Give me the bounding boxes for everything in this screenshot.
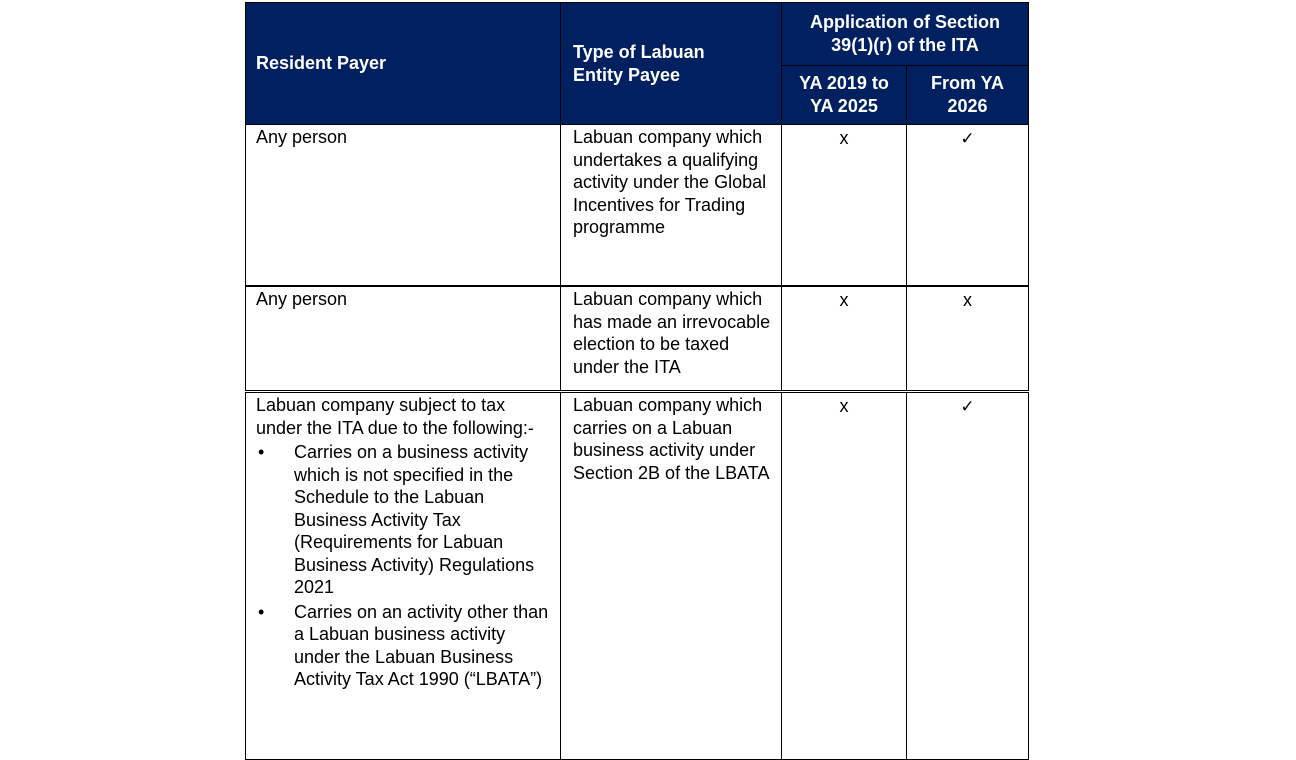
resident-payer-bullet-list	[256, 441, 552, 691]
bullet-list-item	[256, 601, 552, 691]
header-ya-2019-line2: YA 2025	[810, 96, 878, 116]
bullet-icon: •	[258, 601, 265, 622]
header-ya-2019-2025	[782, 66, 907, 125]
ya-2019-2025-cell	[782, 125, 907, 287]
cross-mark: x	[963, 290, 972, 310]
table-body	[246, 125, 1029, 760]
header-resident-payer-label: Resident Payer	[256, 53, 387, 73]
header-resident-payer	[246, 3, 561, 125]
header-entity-type-line2: Entity Payee	[573, 64, 681, 85]
bullet-icon: •	[258, 442, 265, 462]
header-application-group	[782, 3, 1029, 66]
entity-type-cell: Labuan company which has made an irrevocable election to be taxed under the ITA	[561, 286, 782, 392]
ya-2026-cell	[907, 392, 1029, 760]
header-ya-2019-line1: YA 2019 to	[799, 73, 889, 93]
resident-payer-cell	[246, 392, 561, 760]
header-entity-type-line1: Type of Labuan	[573, 41, 705, 62]
header-entity-type	[561, 3, 782, 125]
table-row	[246, 125, 1029, 287]
resident-payer-cell: Any person	[246, 125, 561, 287]
cross-mark: x	[839, 396, 849, 416]
resident-payer-cell: Any person	[246, 286, 561, 392]
bullet-text: Carries on an activity other than a Labuan business activity under the Labuan Business Activity Tax Act 1990 (“LBATA”)	[294, 601, 549, 689]
ya-2026-cell	[907, 286, 1029, 392]
header-ya-2026	[907, 66, 1029, 125]
table-row	[246, 392, 1029, 760]
header-application-line2: 39(1)(r) of the ITA	[831, 35, 979, 55]
entity-type-cell: Labuan company which undertakes a qualifying activity under the Global Incentives for Trading programme	[561, 125, 782, 287]
header-ya-2026-line1: From YA	[930, 73, 1005, 93]
resident-payer-intro: Labuan company subject to tax under the ITA due to the following:-	[256, 395, 534, 438]
cross-mark: x	[839, 290, 849, 310]
header-ya-2026-line2: 2026	[947, 96, 988, 116]
ya-2019-2025-cell	[782, 286, 907, 392]
table-row	[246, 286, 1029, 392]
cross-mark: x	[839, 128, 849, 148]
entity-type-cell: Labuan company which carries on a Labuan business activity under Section 2B of the LBATA	[561, 392, 782, 760]
header-application-line1: Application of Section	[810, 12, 1001, 32]
ya-2026-cell	[907, 125, 1029, 287]
section-39-application-table	[245, 2, 1029, 760]
ya-2019-2025-cell	[782, 392, 907, 760]
check-mark-icon: ✓	[960, 129, 975, 149]
table-header	[246, 3, 1029, 125]
bullet-list-item	[256, 441, 552, 599]
check-mark-icon: ✓	[960, 397, 975, 417]
bullet-text: Carries on a business activity which is not specified in the Schedule to the Labuan Business Activity Tax (Requirements for Labuan Business Activity) Regulations 2021	[294, 442, 535, 597]
